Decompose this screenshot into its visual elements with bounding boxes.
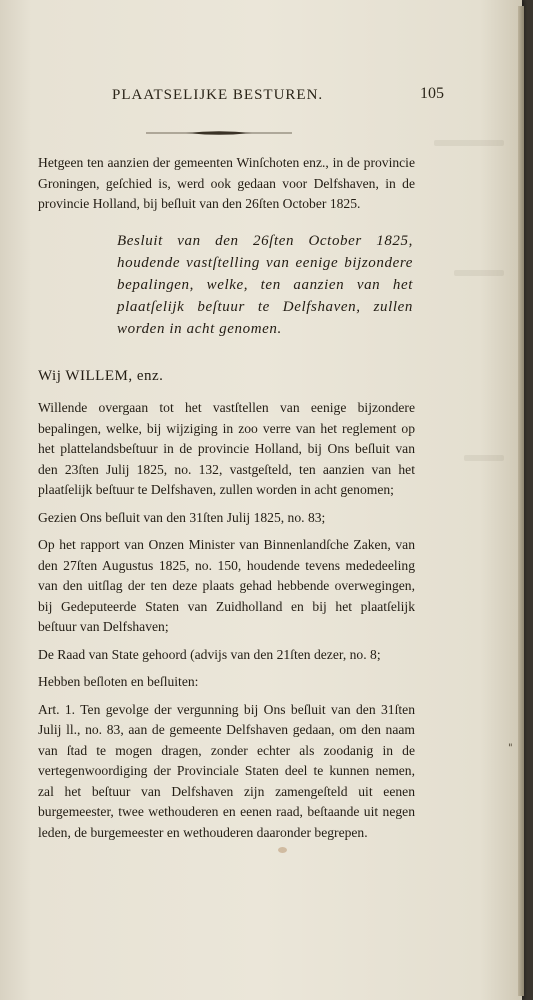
paragraph: Hebben beſloten en beſluiten:	[38, 674, 199, 689]
ornament-rule	[146, 130, 292, 136]
page-edge	[518, 6, 524, 996]
bleed-through-mark	[454, 270, 504, 276]
bleed-through-mark	[434, 140, 504, 146]
paragraph: Op het rapport van Onzen Minister van Binnenlandſche Zaken, van den 27ſten Augustus 1825, no. 150, houdende tevens mededeeling van den uitſlag der ten deze plaats gehad hebbende overwegingen, bij Gedeputeerde Staten van Zuidholland en bij het plaatſelijk beſtuur van Delfshaven;	[38, 537, 415, 634]
decree-body	[38, 398, 415, 843]
decree-heading-text: Besluit van den 26ſten October 1825, houdende vastſtelling van eenige bijzondere bepalingen, welke, ten aanzien van het plaatſelijk beſtuur te Delfshaven, zullen worden in acht genomen.	[117, 233, 413, 337]
paragraph: Art. 1. Ten gevolge der vergunning bij Ons beſluit van den 31ſten Julij ll., no. 83, aan de gemeente Delfshaven gedaan, om den naam van ſtad te mogen dragen, zonder echter als zoodanig in de vertegenwoordiging der Provinciale Staten deel te kunnen nemen, zal het beſtuur van Delfshaven zijn zamengeſteld uit eenen burgemeester, twee wethouderen en eenen raad, beſtaande uit negen leden, de burgemeester en wethouderen daaronder begrepen.	[38, 701, 415, 840]
paper-stain	[278, 847, 287, 853]
margin-mark: "	[508, 743, 513, 754]
decree-heading	[117, 230, 413, 340]
running-title: PLAATSELIJKE BESTUREN.	[112, 87, 324, 103]
intro-text: Hetgeen ten aanzien der gemeenten Winſchoten enz., in de provincie Groningen, geſchied is, werd ook gedaan voor Delfshaven, in de provincie Holland, bij beſluit van den 26ſten October 1825.	[38, 155, 415, 211]
page-number: 105	[420, 85, 444, 102]
paragraph: Willende overgaan tot het vastſtellen van eenige bijzondere bepalingen, welke, bij wijziging in zoo verre van het reglement op het plattelandsbeſtuur in de provincie Holland, bij Ons beſluit van den 23ſten Julij 1825, no. 132, vastgeſteld, ten aanzien van het plaatſelijk beſtuur te Delfshaven, zullen worden in acht genomen;	[38, 400, 415, 497]
intro-paragraph	[38, 153, 415, 215]
running-head	[112, 85, 444, 104]
king-address: Wij WILLEM, enz.	[38, 368, 164, 384]
bleed-through-mark	[464, 455, 504, 461]
paragraph: Gezien Ons beſluit van den 31ſten Julij 1825, no. 83;	[38, 509, 326, 525]
paragraph: De Raad van State gehoord (advijs van den 21ſten dezer, no. 8;	[38, 646, 381, 662]
